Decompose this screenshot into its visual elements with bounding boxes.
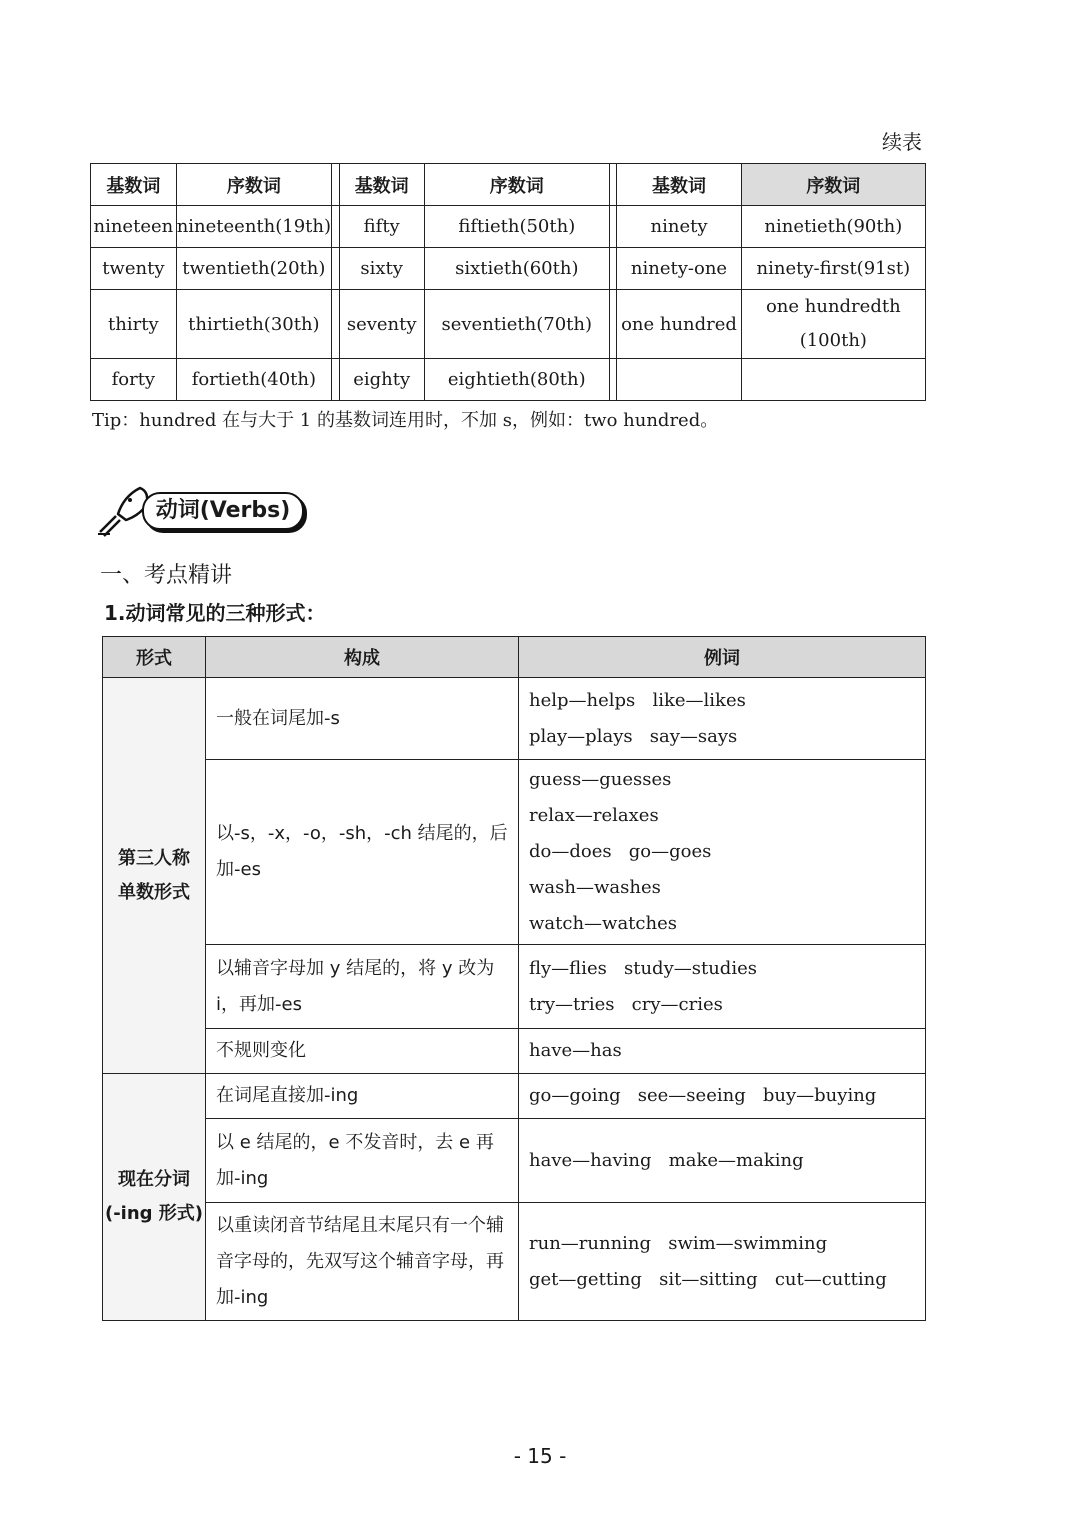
page-number: - 15 -: [513, 1444, 567, 1468]
example-line: guess—guesses: [529, 769, 672, 790]
table-cell: thirty: [91, 290, 177, 359]
table-cell: twenty: [91, 248, 177, 290]
column-gap: [332, 290, 340, 359]
table-cell: seventy: [339, 290, 424, 359]
examples-cell: [519, 1074, 926, 1119]
examples-cell: [519, 1203, 926, 1321]
continued-label: 续表: [882, 130, 922, 154]
example-line: get—getting sit—sitting cut—cutting: [529, 1268, 887, 1290]
table-cell: eightieth(80th): [424, 359, 609, 401]
example-line: play—plays say—says: [529, 725, 738, 747]
numbers-table: [90, 163, 926, 401]
header-cardinal-2: 基数词: [339, 164, 424, 206]
examples-cell: [519, 760, 926, 945]
example-line: relax—relaxes: [529, 805, 659, 826]
table-row: [103, 1074, 926, 1119]
rule-cell: 在词尾直接加-ing: [206, 1074, 519, 1119]
header-examples: 例词: [519, 637, 926, 678]
header-ordinal-3: 序数词: [741, 164, 925, 206]
form-present-participle: [103, 1074, 206, 1321]
form-line: 第三人称: [118, 847, 190, 869]
column-gap: [332, 164, 340, 206]
header-form: 形式: [103, 637, 206, 678]
column-gap: [609, 206, 617, 248]
table-cell: twentieth(20th): [176, 248, 331, 290]
table-cell: sixty: [339, 248, 424, 290]
header-cardinal-3: 基数词: [617, 164, 741, 206]
form-line: (-ing 形式): [104, 1203, 204, 1224]
heading-key-points: 一、考点精讲: [100, 563, 233, 588]
section-banner: [96, 480, 306, 540]
column-gap: [609, 290, 617, 359]
example-line: run—running swim—swimming: [529, 1232, 828, 1254]
example-line: help—helps like—likes: [529, 689, 746, 711]
table-row: [91, 248, 926, 290]
table-cell: nineteenth(19th): [176, 206, 331, 248]
examples-cell: [519, 1119, 926, 1203]
column-gap: [609, 248, 617, 290]
table-cell: [741, 359, 925, 401]
table-row: [91, 290, 926, 359]
table-row: [91, 206, 926, 248]
form-third-person: [103, 678, 206, 1074]
form-line: 单数形式: [118, 881, 190, 903]
heading-three-forms: 1.动词常见的三种形式：: [104, 601, 326, 625]
examples-cell: [519, 678, 926, 760]
table-cell: ninetieth(90th): [741, 206, 925, 248]
table-row: [103, 945, 926, 1029]
table-row: [103, 760, 926, 945]
header-construction: 构成: [206, 637, 519, 678]
header-ordinal-1: 序数词: [176, 164, 331, 206]
table-cell: fortieth(40th): [176, 359, 331, 401]
column-gap: [332, 359, 340, 401]
example-line: have—having make—making: [529, 1149, 804, 1171]
table-cell-multiline: [741, 290, 925, 359]
table-cell: ninety: [617, 206, 741, 248]
table-cell: thirtieth(30th): [176, 290, 331, 359]
examples-cell: [519, 945, 926, 1029]
table-cell: seventieth(70th): [424, 290, 609, 359]
table-cell: ninety-first(91st): [741, 248, 925, 290]
rule-cell: 以-s，-x，-o，-sh，-ch 结尾的，后加-es: [206, 760, 519, 945]
tip-note: Tip：hundred 在与大于 1 的基数词连用时，不加 s，例如：two hundred。: [92, 410, 719, 431]
example-line: go—going see—seeing buy—buying: [529, 1085, 877, 1106]
rule-cell: 以辅音字母加 y 结尾的，将 y 改为 i，再加-es: [206, 945, 519, 1029]
example-line: wash—washes: [529, 877, 661, 898]
table-row: [91, 359, 926, 401]
form-line: 现在分词: [118, 1169, 190, 1190]
table-cell: eighty: [339, 359, 424, 401]
example-line: have—has: [529, 1040, 622, 1061]
table-cell: fifty: [339, 206, 424, 248]
header-cardinal-1: 基数词: [91, 164, 177, 206]
verbs-table: [102, 636, 926, 1321]
numbers-table-header: [91, 164, 926, 206]
table-row: [103, 1119, 926, 1203]
rule-cell: 以重读闭音节结尾且末尾只有一个辅音字母的，先双写这个辅音字母，再加-ing: [206, 1203, 519, 1321]
column-gap: [609, 359, 617, 401]
table-cell: ninety-one: [617, 248, 741, 290]
table-row: [103, 678, 926, 760]
example-line: try—tries cry—cries: [529, 993, 723, 1015]
table-cell: [617, 359, 741, 401]
table-cell: fiftieth(50th): [424, 206, 609, 248]
table-cell: nineteen: [91, 206, 177, 248]
table-row: [103, 1203, 926, 1321]
verbs-table-header: [103, 637, 926, 678]
rule-cell: 一般在词尾加-s: [206, 678, 519, 760]
example-line: do—does go—goes: [529, 841, 712, 862]
rule-cell: 以 e 结尾的，e 不发音时，去 e 再加-ing: [206, 1119, 519, 1203]
table-cell: sixtieth(60th): [424, 248, 609, 290]
section-title: 动词(Verbs): [142, 492, 304, 530]
column-gap: [332, 248, 340, 290]
column-gap: [332, 206, 340, 248]
table-cell: one hundred: [617, 290, 741, 359]
rule-cell: 不规则变化: [206, 1029, 519, 1074]
header-ordinal-2: 序数词: [424, 164, 609, 206]
cell-line: one hundredth: [765, 296, 901, 317]
cell-line: (100th): [799, 330, 867, 351]
example-line: watch—watches: [529, 913, 677, 934]
table-cell: forty: [91, 359, 177, 401]
table-row: [103, 1029, 926, 1074]
examples-cell: [519, 1029, 926, 1074]
column-gap: [609, 164, 617, 206]
example-line: fly—flies study—studies: [529, 957, 757, 979]
